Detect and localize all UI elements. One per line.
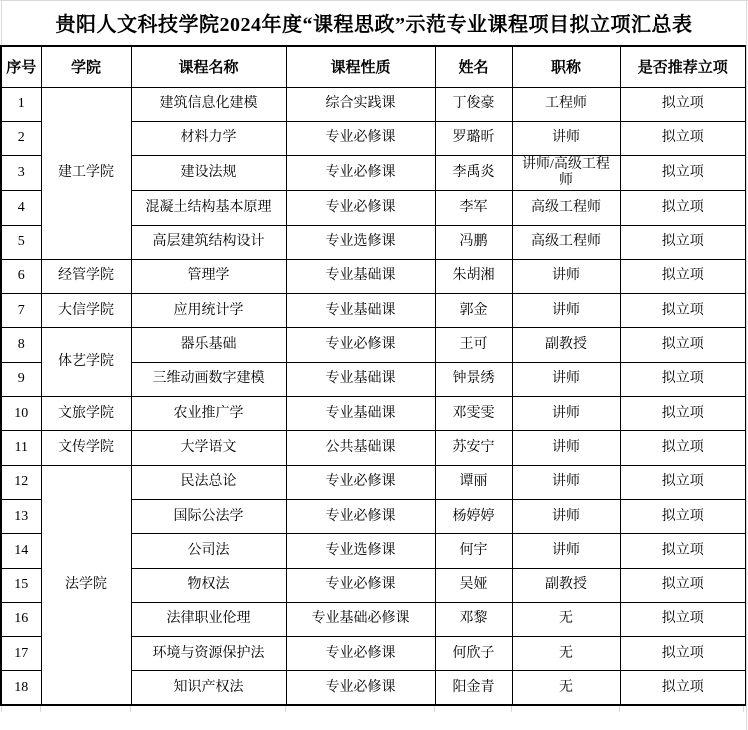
- cell-no: 5: [1, 225, 41, 259]
- cell-recommend: 拟立项: [620, 191, 746, 225]
- bottom-gridline-strip: [0, 706, 745, 712]
- column-header-no: 序号: [1, 46, 41, 87]
- cell-name: 王可: [435, 328, 512, 362]
- header-row: [1, 46, 746, 87]
- cell-job_title: 讲师: [512, 465, 620, 499]
- gridline-stub: [743, 706, 744, 712]
- cell-name: 吴娅: [435, 568, 512, 602]
- cell-recommend: 拟立项: [620, 156, 746, 191]
- cell-name: 郭金: [435, 294, 512, 328]
- cell-college-merged: 体艺学院: [41, 328, 131, 397]
- cell-nature: 专业必修课: [286, 156, 435, 191]
- cell-no: 15: [1, 568, 41, 602]
- cell-no: 12: [1, 465, 41, 499]
- gridline-stub: [40, 706, 41, 712]
- cell-course: 环境与资源保护法: [131, 637, 286, 671]
- gridline-stub: [285, 706, 286, 712]
- cell-nature: 专业必修课: [286, 328, 435, 362]
- cell-name: 冯鹏: [435, 225, 512, 259]
- cell-no: 8: [1, 328, 41, 362]
- cell-job_title: 工程师: [512, 87, 620, 121]
- cell-college-merged: 经管学院: [41, 259, 131, 293]
- cell-recommend: 拟立项: [620, 294, 746, 328]
- cell-job_title: 讲师: [512, 121, 620, 155]
- cell-job_title: 高级工程师: [512, 191, 620, 225]
- cell-college-merged: 建工学院: [41, 87, 131, 259]
- cell-job_title: 无: [512, 671, 620, 705]
- column-header-name: 姓名: [435, 46, 512, 87]
- cell-name: 李禹炎: [435, 156, 512, 191]
- cell-course: 混凝土结构基本原理: [131, 191, 286, 225]
- cell-nature: 专业必修课: [286, 121, 435, 155]
- cell-course: 器乐基础: [131, 328, 286, 362]
- cell-no: 3: [1, 156, 41, 191]
- cell-name: 谭丽: [435, 465, 512, 499]
- cell-nature: 专业选修课: [286, 225, 435, 259]
- cell-name: 何宇: [435, 534, 512, 568]
- cell-recommend: 拟立项: [620, 671, 746, 705]
- cell-name: 何欣子: [435, 637, 512, 671]
- cell-recommend: 拟立项: [620, 225, 746, 259]
- cell-course: 高层建筑结构设计: [131, 225, 286, 259]
- table-body: [1, 87, 746, 705]
- cell-course: 物权法: [131, 568, 286, 602]
- cell-nature: 专业必修课: [286, 637, 435, 671]
- cell-no: 10: [1, 397, 41, 431]
- cell-recommend: 拟立项: [620, 602, 746, 636]
- column-header-college: 学院: [41, 46, 131, 87]
- column-header-course: 课程名称: [131, 46, 286, 87]
- cell-name: 邓雯雯: [435, 397, 512, 431]
- summary-table: [0, 45, 747, 706]
- cell-course: 法律职业伦理: [131, 602, 286, 636]
- cell-nature: 专业基础课: [286, 397, 435, 431]
- cell-recommend: 拟立项: [620, 568, 746, 602]
- cell-no: 4: [1, 191, 41, 225]
- cell-recommend: 拟立项: [620, 362, 746, 396]
- cell-college-merged: 文旅学院: [41, 397, 131, 431]
- cell-recommend: 拟立项: [620, 465, 746, 499]
- gridline-right: [746, 0, 747, 730]
- cell-course: 民法总论: [131, 465, 286, 499]
- cell-name: 李军: [435, 191, 512, 225]
- cell-nature: 综合实践课: [286, 87, 435, 121]
- page-title: 贵阳人文科技学院2024年度“课程思政”示范专业课程项目拟立项汇总表: [55, 14, 693, 36]
- cell-job_title: 副教授: [512, 328, 620, 362]
- cell-course: 三维动画数字建模: [131, 362, 286, 396]
- cell-recommend: 拟立项: [620, 397, 746, 431]
- cell-name: 钟景绣: [435, 362, 512, 396]
- cell-recommend: 拟立项: [620, 637, 746, 671]
- cell-recommend: 拟立项: [620, 121, 746, 155]
- cell-nature: 专业必修课: [286, 568, 435, 602]
- cell-job_title: 讲师: [512, 431, 620, 465]
- cell-job_title: 高级工程师: [512, 225, 620, 259]
- cell-course: 公司法: [131, 534, 286, 568]
- column-header-recommend: 是否推荐立项: [620, 46, 746, 87]
- cell-nature: 专业基础课: [286, 259, 435, 293]
- cell-nature: 专业基础课: [286, 294, 435, 328]
- gridline-stub: [130, 706, 131, 712]
- cell-no: 17: [1, 637, 41, 671]
- gridline-stub: [619, 706, 620, 712]
- cell-job_title: 讲师: [512, 499, 620, 533]
- cell-nature: 专业必修课: [286, 671, 435, 705]
- cell-nature: 专业基础必修课: [286, 602, 435, 636]
- table-row: [1, 465, 746, 499]
- cell-name: 杨婷婷: [435, 499, 512, 533]
- cell-job_title: 副教授: [512, 568, 620, 602]
- cell-course: 应用统计学: [131, 294, 286, 328]
- cell-nature: 专业必修课: [286, 499, 435, 533]
- cell-name: 阳金青: [435, 671, 512, 705]
- cell-course: 国际公法学: [131, 499, 286, 533]
- gridline-stub: [434, 706, 435, 712]
- cell-no: 6: [1, 259, 41, 293]
- table-row: [1, 328, 746, 362]
- cell-job_title: 讲师: [512, 294, 620, 328]
- cell-job_title: 讲师: [512, 362, 620, 396]
- cell-name: 苏安宁: [435, 431, 512, 465]
- cell-recommend: 拟立项: [620, 328, 746, 362]
- cell-job_title: 无: [512, 637, 620, 671]
- table-row: [1, 87, 746, 121]
- table-row: [1, 431, 746, 465]
- cell-no: 1: [1, 87, 41, 121]
- cell-no: 14: [1, 534, 41, 568]
- cell-no: 18: [1, 671, 41, 705]
- table-row: [1, 397, 746, 431]
- cell-recommend: 拟立项: [620, 431, 746, 465]
- cell-recommend: 拟立项: [620, 534, 746, 568]
- cell-no: 11: [1, 431, 41, 465]
- cell-name: 邓黎: [435, 602, 512, 636]
- cell-course: 建筑信息化建模: [131, 87, 286, 121]
- cell-name: 丁俊豪: [435, 87, 512, 121]
- cell-college-merged: 法学院: [41, 465, 131, 705]
- cell-no: 7: [1, 294, 41, 328]
- cell-nature: 公共基础课: [286, 431, 435, 465]
- cell-course: 管理学: [131, 259, 286, 293]
- column-header-nature: 课程性质: [286, 46, 435, 87]
- title-row: [0, 0, 748, 45]
- cell-nature: 专业选修课: [286, 534, 435, 568]
- cell-no: 16: [1, 602, 41, 636]
- cell-job_title: 讲师: [512, 259, 620, 293]
- cell-no: 2: [1, 121, 41, 155]
- cell-no: 13: [1, 499, 41, 533]
- cell-course: 建设法规: [131, 156, 286, 191]
- cell-job_title: 无: [512, 602, 620, 636]
- cell-no: 9: [1, 362, 41, 396]
- cell-nature: 专业基础课: [286, 362, 435, 396]
- cell-nature: 专业必修课: [286, 191, 435, 225]
- cell-college-merged: 文传学院: [41, 431, 131, 465]
- cell-course: 材料力学: [131, 121, 286, 155]
- cell-job_title: 讲师/高级工程师: [512, 156, 620, 191]
- cell-name: 朱胡湘: [435, 259, 512, 293]
- cell-course: 大学语文: [131, 431, 286, 465]
- cell-recommend: 拟立项: [620, 87, 746, 121]
- cell-recommend: 拟立项: [620, 259, 746, 293]
- cell-name: 罗璐昕: [435, 121, 512, 155]
- cell-nature: 专业必修课: [286, 465, 435, 499]
- cell-college-merged: 大信学院: [41, 294, 131, 328]
- table-row: [1, 294, 746, 328]
- cell-job_title: 讲师: [512, 397, 620, 431]
- cell-recommend: 拟立项: [620, 499, 746, 533]
- cell-job_title: 讲师: [512, 534, 620, 568]
- column-header-job_title: 职称: [512, 46, 620, 87]
- table-row: [1, 259, 746, 293]
- cell-course: 知识产权法: [131, 671, 286, 705]
- cell-course: 农业推广学: [131, 397, 286, 431]
- gridline-stub: [1, 706, 2, 712]
- gridline-stub: [511, 706, 512, 712]
